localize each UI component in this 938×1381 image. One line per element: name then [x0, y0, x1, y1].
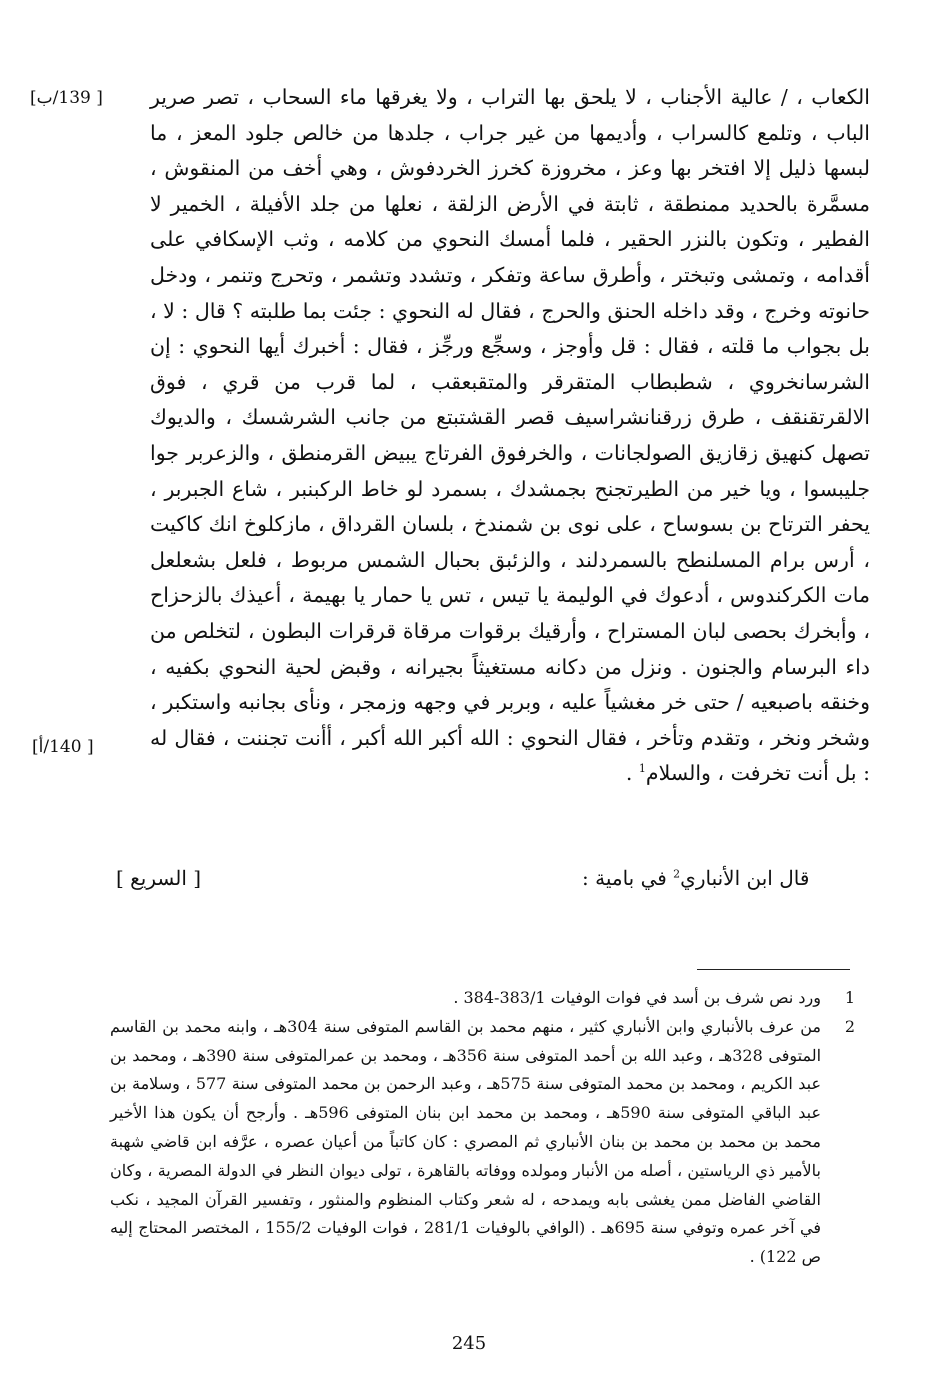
- footnotes: [110, 984, 855, 1272]
- margin-folio-ref: [ 139/ب]: [30, 88, 103, 108]
- footnote-ref: 2: [673, 867, 681, 881]
- paragraph-end: .: [625, 761, 639, 786]
- margin-folio-ref: [ 140/أ]: [32, 737, 94, 757]
- meter-label: [ السريع ]: [116, 866, 202, 890]
- footnote: [110, 984, 855, 1013]
- footnote-number: 1: [844, 988, 855, 1007]
- paragraph: [150, 80, 870, 792]
- verse-intro: [582, 866, 809, 890]
- paragraph-text: الكعاب ، / عالية الأجناب ، لا يلحق بها التراب ، ولا يغرقها ماء السحاب ، تصر صرير الباب ، وتلمع كالسراب ، وأديمها من غير جراب ، جلدها من خالص جلود المعز ، ما لبسها ذليل إلا افتخر بها وعز ، مخروزة كخرز الخردفوش ، وهي أخف من المنقوش ، مسمَّرة بالحديد ممنطقة ، ثابتة في الأرض الزلقة ، نعلها من جلد الأفيلة ، الخمير لا الفطير ، وتكون بالنزر الحقير ، فلما أمسك النحوي من كلامه ، وثب الإسكافي على أقدامه ، وتمشى وتبختر ، وأطرق ساعة وتفكر ، وتشدد وتشمر ، وتحرج وتنمر ، ودخل حانوته وخرج ، وقد داخله الحنق والحرج ، فقال له النحوي : جئت بما طلبته ؟ قال : لا ، بل بجواب ما قلته ، فقال : قل وأوجز ، وسجِّع ورجِّز ، فقال : أخبرك أيها النحوي : إن الشرسانخروي ، شطبطاب المتقرقر والمتقبعقب ، لما قرب من قري ، فوق الالقرتقنقف ، طرق زرقنانشراسيف قصر القشتبتع من جانب الشرشسك ، والديوك تصهل كنهيق زقازيق الصولجانات ، والخرفوق الفرتاج يبيض القرمنطق ، والزعربر جوا جليبسوا ، ويا خير من الطيرتجنح بجمشدك ، بسمرد لو خاط الركبنبر ، شاع الجبربر ، يحفر الترتاح بن بسوساح ، على نوى بن شمندخ ، بلسان القرداق ، مازكلوخ انك كاكيت ، أرس برام المسلنطح بالسمردلند ، والزئبق بحبال الشمس مربوط ، فلعل بشعلعل مات الكركندوس ، أدعوك في الوليمة يا تيس ، تس يا حمار يا بهيمة ، أعيذك بالزحزاح ، وأبخرك بحصى لبان المستراح ، وأرقيك برقوات مرقاة قرقرات البطون ، لتخلص من داء البرسام والجنون . ونزل من دكانه مستغيثاً بجيرانه ، وقبض لحية النحوي بكفيه ، وخنقه باصبعيه / حتى خر مغشياً عليه ، وبربر في وجهه وزمجر ، ونأى بجانبه واستكبر ، وشخر ونخر ، وتقدم وتأخر ، فقال النحوي : الله أكبر الله أكبر ، أأنت تجننت ، فقال له : بل أنت تخرفت ، والسلام: [150, 85, 870, 786]
- footnote-text: من عرف بالأنباري وابن الأنباري كثير ، منهم محمد بن القاسم المتوفى سنة 304هـ ، وابنه محمد بن القاسم المتوفى 328هـ ، وعبد الله بن أحمد المتوفى سنة 356هـ ، ومحمد بن عمرالمتوفى سنة 390هـ ، ومحمد بن عبد الكريم ، ومحمد بن محمد المتوفى سنة 575هـ ، وعبد الرحمن بن محمد المتوفى سنة 577 ، وسلامة بن عبد الباقي المتوفى سنة 590هـ ، ومحمد بن محمد ابن بنان المتوفى 596هـ . وأرجح أن يكون هذا الأخير محمد بن محمد بن محمد بن بنان الأنباري ثم المصري : كان كاتباً من أعيان عصره ، عرَّفه ابن قاضي شهبة بالأمير ذي الرياستين ، أصله من الأنبار ومولده ووفاته بالقاهرة ، تولى ديوان النظر في الدولة المصرية ، وكان القاضي الفاضل ممن يغشى بابه ويمدحه ، له شعر وكتاب المنظوم والمنثور ، وتفسير القرآن المجيد ، نكب في آخر عمره وتوفي سنة 695هـ . (الوافي بالوفيات 281/1 ، فوات الوفيات 155/2 ، المختصر المحتاج إليه ص 122) .: [110, 1016, 822, 1267]
- footnote-ref: 1: [638, 762, 646, 776]
- main-text: [150, 80, 870, 792]
- verse-intro-text-end: في بامية :: [582, 866, 674, 890]
- footnote-text: ورد نص شرف بن أسد في فوات الوفيات 383/1-384 .: [453, 988, 821, 1007]
- page-number: 245: [451, 1333, 487, 1354]
- verse-intro-text: قال ابن الأنباري: [680, 866, 810, 890]
- footnote: [110, 1013, 855, 1272]
- footnote-number: 2: [844, 1016, 855, 1036]
- footnote-divider: [697, 969, 850, 970]
